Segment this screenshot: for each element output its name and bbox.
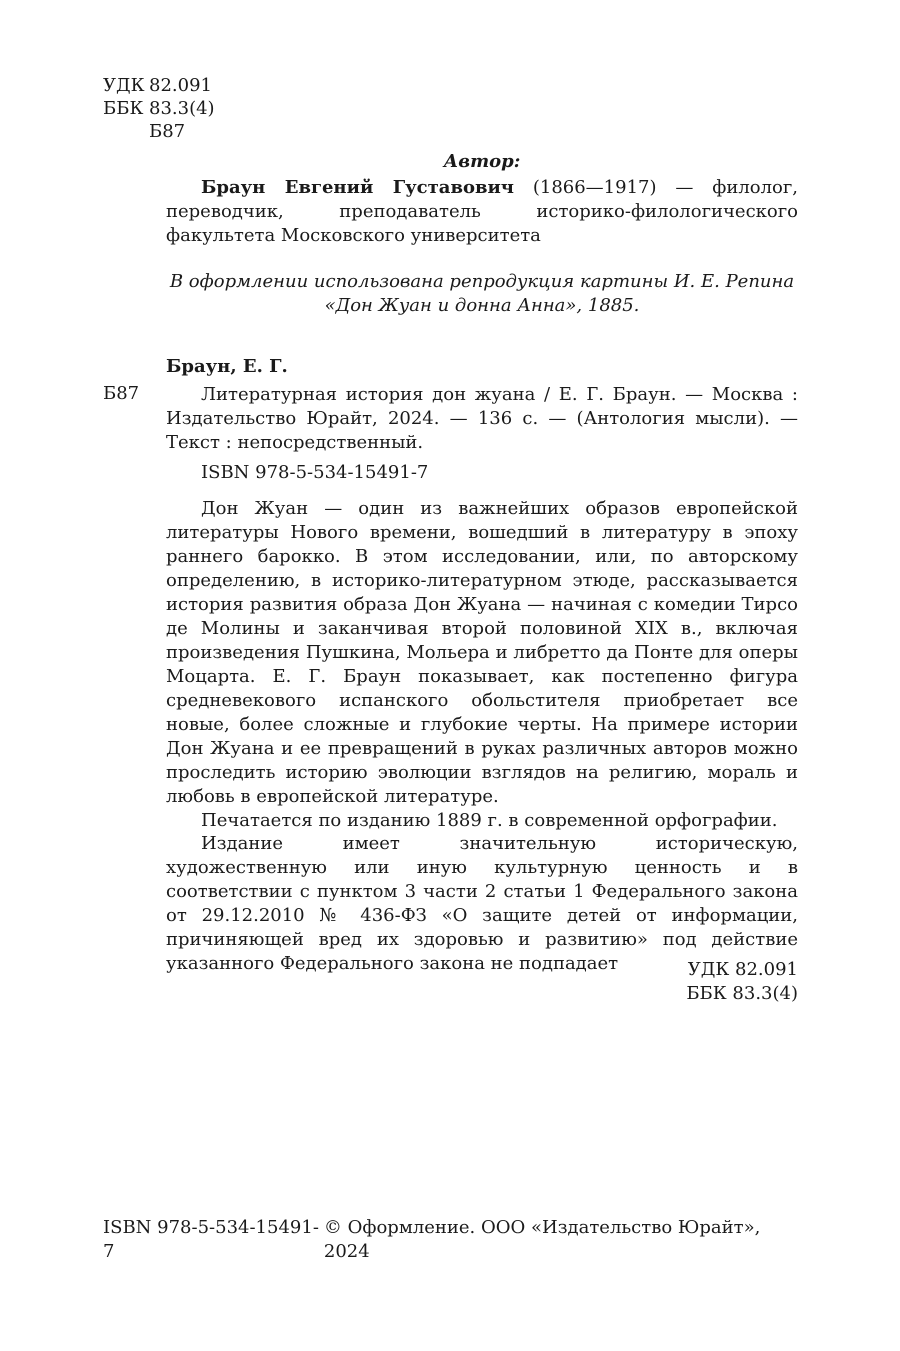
biblio-description: Литературная история дон жуана / Е. Г. Браун. — Москва : Издательство Юрайт, 2024. — 136 с. — (Антология мысли). — Текст : непосредственный. xyxy=(166,384,798,453)
author-heading: Автор: xyxy=(443,151,521,172)
udk-row xyxy=(103,74,215,97)
abstract-paragraph-2: Печатается по изданию 1889 г. в современной орфографии. xyxy=(201,810,778,831)
bbk-value: 83.3(4) xyxy=(149,98,215,119)
footer xyxy=(103,1216,798,1264)
bbk-bottom: ББК 83.3(4) xyxy=(686,983,798,1004)
reproduction-note xyxy=(166,270,798,318)
bibliographic-record xyxy=(166,355,798,455)
footer-copyright: © Оформление. ООО «Издательство Юрайт», 2024 xyxy=(323,1217,761,1262)
biblio-author: Браун, Е. Г. xyxy=(166,356,288,377)
author-name: Браун Евгений Густавович xyxy=(201,177,514,198)
classification-codes-bottom xyxy=(650,958,798,1006)
classification-codes xyxy=(103,74,215,143)
biblio-isbn: ISBN 978-5-534-15491-7 xyxy=(201,462,429,483)
footer-isbn: ISBN 978-5-534-15491-7 xyxy=(103,1217,319,1262)
abstract xyxy=(166,497,798,833)
bbk-label: ББК xyxy=(103,98,144,119)
law-notice xyxy=(166,832,798,976)
biblio-code: Б87 xyxy=(103,383,140,404)
udk-bottom: УДК 82.091 xyxy=(687,959,798,980)
reproduction-line-1: В оформлении использована репродукция картины И. Е. Репина xyxy=(169,271,795,292)
author-block xyxy=(166,150,798,248)
abstract-paragraph-1: Дон Жуан — один из важнейших образов европейской литературы Нового времени, вошедший в литературу в эпоху раннего барокко. В этом исследовании, или, по авторскому определению, в историко-литературном этюде, рассказывается история развития образа Дон Жуана — начиная с комедии Тирсо де Молины и заканчивая второй половиной XIX в., включая произведения Пушкина, Мольера и либретто да Понте для оперы Моцарта. Е. Г. Браун показывает, как постепенно фигура средневекового испанского обольстителя приобретает все новые, более сложные и глубокие черты. На примере истории Дон Жуана и ее превращений в руках различных авторов можно проследить историю эволюции взглядов на религию, мораль и любовь в европейской литературе. xyxy=(166,498,798,807)
author-description: (1866—1917) — филолог, переводчик, преподаватель историко-филологического факультета Московского университета xyxy=(166,177,799,246)
udk-value: 82.091 xyxy=(149,75,212,96)
bbk-row xyxy=(103,97,215,120)
author-sign: Б87 xyxy=(149,121,186,142)
reproduction-line-2: «Дон Жуан и донна Анна», 1885. xyxy=(324,295,640,316)
law-text: Издание имеет значительную историческую, художественную или иную культурную ценность и в соответствии с пунктом 3 части 2 статьи 1 Федерального закона от 29.12.2010 № 436-ФЗ «О защите детей от информации, причиняющей вред их здоровью и развитию» под действие указанного Федерального закона не подпадает xyxy=(166,833,798,974)
author-info xyxy=(166,176,798,248)
udk-label: УДК xyxy=(103,75,145,96)
